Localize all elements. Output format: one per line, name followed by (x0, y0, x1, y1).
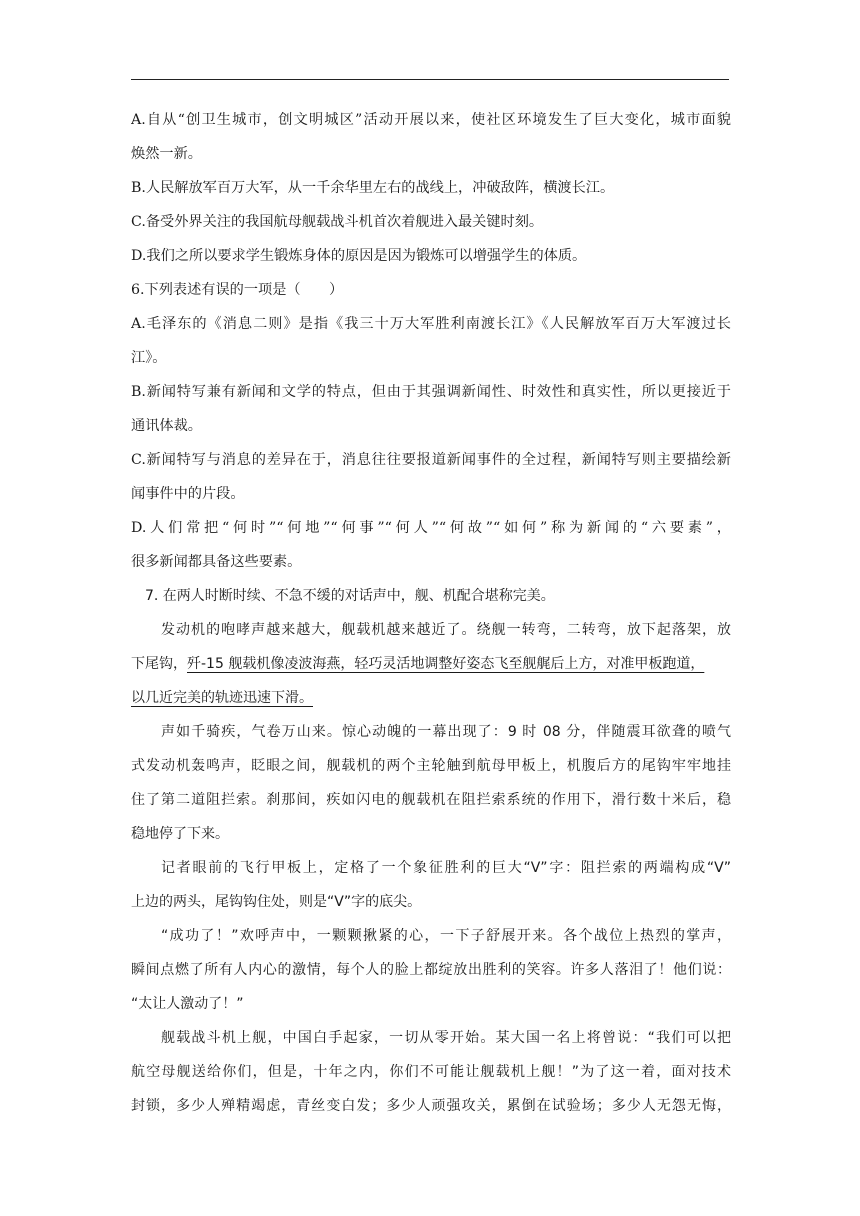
q6-option-a-line2: 江》。 (131, 350, 167, 366)
q6-option-b-line2: 通讯体裁。 (131, 418, 202, 434)
passage-p3-line4: 稳地停了下来。 (131, 826, 229, 842)
passage-p5-line1: “成功了！”欢呼声中，一颗颗揪紧的心，一下子舒展开来。各个战位上热烈的掌声， (161, 928, 731, 944)
passage-p2-line2-plain: 下尾钩， (131, 656, 187, 672)
passage-p3-line3: 住了第二道阻拦索。刹那间，疾如闪电的舰载机在阻拦索系统的作用下，滑行数十米后，稳 (131, 792, 731, 808)
passage-p3-line2: 式发动机轰鸣声，眨眼之间，舰载机的两个主轮触到航母甲板上，机腹后方的尾钩牢牢地挂 (131, 758, 731, 774)
header-rule (131, 79, 729, 80)
q5-option-a-line2: 焕然一新。 (131, 146, 202, 162)
q6-option-d-line1: D.人们常把“何时”“何地”“何事”“何人”“何故”“如何”称为新闻的“六要素”， (131, 520, 731, 536)
passage-p4-line2: 上边的两头，尾钩钩住处，则是“V”字的底尖。 (131, 894, 422, 910)
passage-p5-line3: “太让人激动了！” (131, 996, 244, 1012)
document-body (131, 103, 731, 1123)
passage-p2-line3 (131, 681, 731, 715)
q5-option-b: B.人民解放军百万大军，从一千余华里左右的战线上，冲破敌阵，横渡长江。 (131, 180, 615, 196)
q7-intro: 7. 在两人时断时续、不急不缓的对话声中，舰、机配合堪称完美。 (145, 588, 555, 604)
q6-option-c-line1: C.新闻特写与消息的差异在于，消息往往要报道新闻事件的全过程，新闻特写则主要描绘新 (131, 452, 731, 468)
underlined-sentence-part1: 歼-15 舰载机像凌波海燕，轻巧灵活地调整好姿态飞至舰艉后上方，对准甲板跑道， (187, 656, 705, 672)
q6-option-c-line2: 闻事件中的片段。 (131, 486, 245, 502)
passage-p2-line1: 发动机的咆哮声越来越大，舰载机越来越近了。绕舰一转弯，二转弯，放下起落架，放 (161, 622, 731, 638)
q6-option-a-line1: A.毛泽东的《消息二则》是指《我三十万大军胜利南渡长江》《人民解放军百万大军渡过长 (131, 316, 731, 332)
q6-option-b-line1: B.新闻特写兼有新闻和文学的特点，但由于其强调新闻性、时效性和真实性，所以更接近于 (131, 384, 731, 400)
passage-p6-line3: 封锁，多少人殚精竭虑，青丝变白发；多少人顽强攻关，累倒在试验场；多少人无怨无悔， (131, 1098, 731, 1114)
q6-stem: 6.下列表述有误的一项是（ ） (131, 282, 344, 298)
underlined-sentence-part2: 以几近完美的轨迹迅速下滑。 (131, 690, 313, 706)
passage-p6-line2: 航空母舰送给你们，但是，十年之内，你们不可能让舰载机上舰！”为了这一着，面对技术 (131, 1064, 731, 1080)
passage-p4-line1: 记者眼前的飞行甲板上，定格了一个象征胜利的巨大“V”字：阻拦索的两端构成“V” (161, 860, 731, 876)
passage-p2-line2 (131, 647, 731, 681)
passage-p5-line2: 瞬间点燃了所有人内心的激情，每个人的脸上都绽放出胜利的笑容。许多人落泪了！他们说： (131, 962, 731, 978)
q5-option-a-line1: A.自从“创卫生城市，创文明城区”活动开展以来，使社区环境发生了巨大变化，城市面貌 (131, 112, 731, 128)
passage-p3-line1: 声如千骑疾，气卷万山来。惊心动魄的一幕出现了：9 时 08 分，伴随震耳欲聋的喷气 (161, 724, 731, 740)
q5-option-d: D.我们之所以要求学生锻炼身体的原因是因为锻炼可以增强学生的体质。 (131, 248, 587, 264)
q6-option-d-line2: 很多新闻都具备这些要素。 (131, 554, 302, 570)
q5-option-c: C.备受外界关注的我国航母舰载战斗机首次着舰进入最关键时刻。 (131, 214, 544, 230)
passage-p6-line1: 舰载战斗机上舰，中国白手起家，一切从零开始。某大国一名上将曾说：“我们可以把 (161, 1030, 731, 1046)
